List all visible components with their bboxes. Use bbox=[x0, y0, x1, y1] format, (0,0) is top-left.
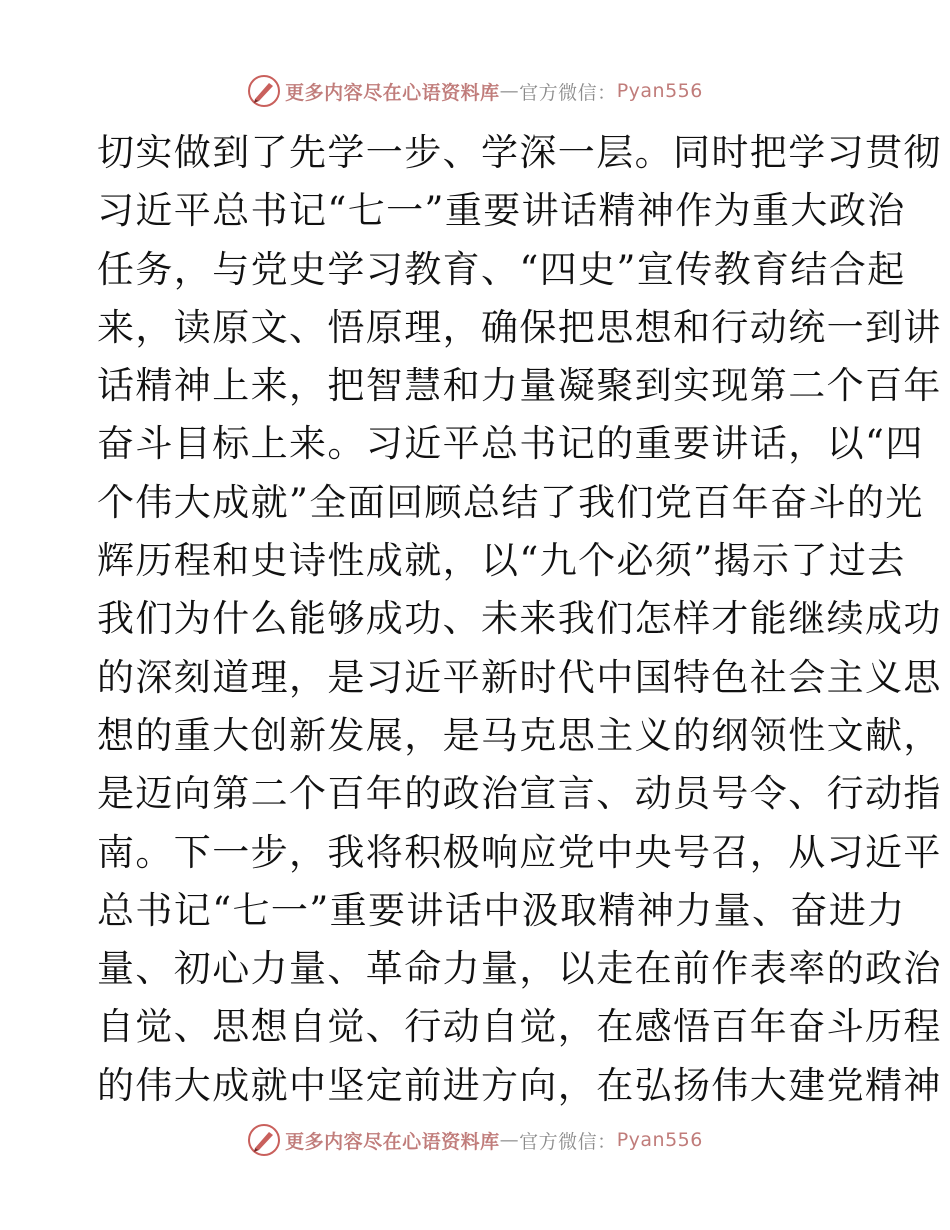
body-line: 想的重大创新发展，是马克思主义的纲领性文献， bbox=[97, 713, 942, 757]
body-line: 的伟大成就中坚定前进方向，在弘扬伟大建党精神 bbox=[97, 1063, 942, 1107]
body-line: 来，读原文、悟原理，确保把思想和行动统一到讲 bbox=[97, 305, 942, 349]
watermark-dash: — bbox=[499, 1129, 520, 1151]
watermark-dash: — bbox=[499, 80, 520, 102]
body-line: 我们为什么能够成功、未来我们怎样才能继续成功 bbox=[97, 597, 942, 641]
body-line: 切实做到了先学一步、学深一层。同时把学习贯彻 bbox=[97, 131, 942, 174]
pen-logo-icon bbox=[247, 74, 281, 108]
body-line: 的深刻道理，是习近平新时代中国特色社会主义思 bbox=[97, 655, 942, 699]
watermark-official-label: 官方微信： bbox=[519, 1130, 617, 1153]
body-line: 个伟大成就”全面回顾总结了我们党百年奋斗的光 bbox=[97, 480, 924, 524]
body-line: 量、初心力量、革命力量，以走在前作表率的政治 bbox=[97, 947, 942, 991]
body-line: 奋斗目标上来。习近平总书记的重要讲话，以“四 bbox=[97, 422, 924, 466]
pen-logo-icon bbox=[247, 1123, 281, 1157]
body-line: 自觉、思想自觉、行动自觉，在感悟百年奋斗历程 bbox=[97, 1005, 942, 1049]
watermark-wechat-id: Pyan556 bbox=[616, 1129, 703, 1151]
body-line: 任务，与党史学习教育、“四史”宣传教育结合起 bbox=[97, 247, 906, 291]
body-line: 总书记“七一”重要讲话中汲取精神力量、奋进力 bbox=[97, 888, 906, 932]
body-line: 习近平总书记“七一”重要讲话精神作为重大政治 bbox=[97, 189, 906, 233]
header-watermark bbox=[0, 71, 950, 111]
watermark-main-text: 更多内容尽在心语资料库 bbox=[285, 81, 500, 104]
watermark-main-text: 更多内容尽在心语资料库 bbox=[285, 1130, 500, 1153]
body-line: 话精神上来，把智慧和力量凝聚到实现第二个百年 bbox=[97, 364, 942, 408]
footer-watermark bbox=[0, 1120, 950, 1160]
watermark-wechat-id: Pyan556 bbox=[616, 80, 703, 102]
body-line: 辉历程和史诗性成就，以“九个必须”揭示了过去 bbox=[97, 539, 906, 583]
body-line: 南。下一步，我将积极响应党中央号召，从习近平 bbox=[97, 830, 942, 874]
watermark-official-label: 官方微信： bbox=[519, 81, 617, 104]
body-line: 是迈向第二个百年的政治宣言、动员号令、行动指 bbox=[97, 772, 942, 816]
document-body bbox=[97, 124, 942, 1115]
